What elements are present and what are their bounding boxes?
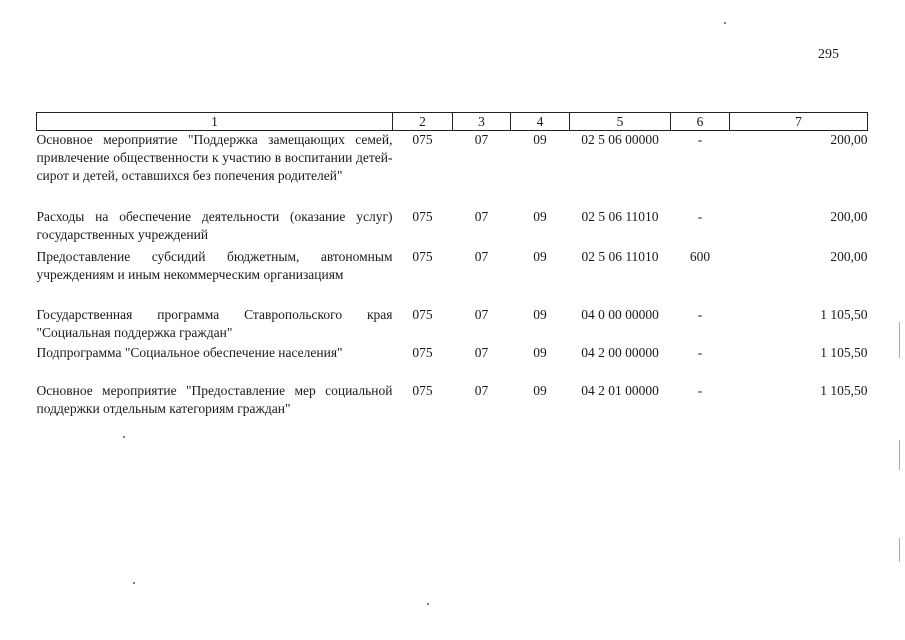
row-type: - bbox=[697, 306, 703, 322]
row-target: 04 2 00 00000 bbox=[581, 344, 659, 360]
page-number: 295 bbox=[818, 47, 839, 62]
scan-speck bbox=[724, 22, 726, 24]
table-row bbox=[37, 131, 868, 208]
row-code: 075 bbox=[412, 132, 433, 147]
row-subsection: 09 bbox=[533, 248, 547, 264]
row-code: 075 bbox=[412, 306, 433, 322]
col-header-4: 4 bbox=[511, 113, 570, 131]
row-subsection: 09 bbox=[533, 132, 547, 147]
row-name: Основное мероприятие "Поддержка замещающих семей, привлечение общественности к участию в воспитании детей-сирот и детей, оставшихся без попечения родителей" bbox=[36, 132, 393, 183]
table-row bbox=[37, 344, 868, 382]
row-name: Государственная программа Ставропольского края "Социальная поддержка граждан" bbox=[36, 306, 393, 340]
scan-speck bbox=[427, 603, 429, 605]
row-name: Подпрограмма "Социальное обеспечение населения" bbox=[36, 344, 343, 360]
row-code: 075 bbox=[412, 344, 433, 360]
row-type: - bbox=[697, 132, 703, 147]
row-name: Расходы на обеспечение деятельности (оказание услуг) государственных учреждений bbox=[36, 208, 393, 242]
table-row bbox=[37, 208, 868, 248]
row-amount: 200,00 bbox=[830, 248, 868, 264]
row-target: 04 0 00 00000 bbox=[581, 306, 659, 322]
row-type: - bbox=[697, 382, 703, 398]
col-header-1: 1 bbox=[37, 113, 393, 131]
row-section: 07 bbox=[474, 248, 489, 264]
row-section: 07 bbox=[474, 132, 489, 147]
table-row bbox=[37, 382, 868, 440]
header-row bbox=[37, 113, 868, 131]
col-header-6: 6 bbox=[671, 113, 730, 131]
row-subsection: 09 bbox=[533, 344, 547, 360]
row-type: 600 bbox=[689, 248, 711, 264]
col-header-2: 2 bbox=[393, 113, 453, 131]
row-target: 02 5 06 11010 bbox=[581, 248, 659, 264]
row-type: - bbox=[697, 208, 703, 224]
scan-edge-mark bbox=[899, 538, 900, 562]
row-subsection: 09 bbox=[533, 382, 547, 398]
scan-edge-mark bbox=[899, 440, 900, 470]
row-amount: 1 105,50 bbox=[820, 306, 868, 322]
row-code: 075 bbox=[412, 248, 433, 264]
row-section: 07 bbox=[474, 382, 489, 398]
row-target: 02 5 06 11010 bbox=[581, 208, 659, 224]
row-type: - bbox=[697, 344, 703, 360]
budget-table bbox=[36, 112, 868, 440]
row-target: 02 5 06 00000 bbox=[581, 132, 659, 147]
col-header-7: 7 bbox=[730, 113, 868, 131]
col-header-3: 3 bbox=[453, 113, 511, 131]
row-target: 04 2 01 00000 bbox=[581, 382, 659, 398]
row-code: 075 bbox=[412, 208, 433, 224]
row-amount: 1 105,50 bbox=[820, 344, 868, 360]
row-subsection: 09 bbox=[533, 306, 547, 322]
scan-speck bbox=[123, 436, 125, 438]
table-row bbox=[37, 248, 868, 306]
row-name: Основное мероприятие "Предоставление мер социальной поддержки отдельным категориям граждан" bbox=[36, 382, 393, 416]
row-amount: 1 105,50 bbox=[820, 382, 868, 398]
row-section: 07 bbox=[474, 344, 489, 360]
row-subsection: 09 bbox=[533, 208, 547, 224]
row-name: Предоставление субсидий бюджетным, автономным учреждениям и иным некоммерческим организациям bbox=[36, 248, 393, 282]
scan-speck bbox=[133, 582, 135, 584]
scan-edge-mark bbox=[899, 322, 900, 358]
row-section: 07 bbox=[474, 306, 489, 322]
col-header-5: 5 bbox=[570, 113, 671, 131]
row-section: 07 bbox=[474, 208, 489, 224]
row-amount: 200,00 bbox=[830, 208, 868, 224]
row-code: 075 bbox=[412, 382, 433, 398]
table-row bbox=[37, 306, 868, 344]
row-amount: 200,00 bbox=[830, 132, 868, 147]
